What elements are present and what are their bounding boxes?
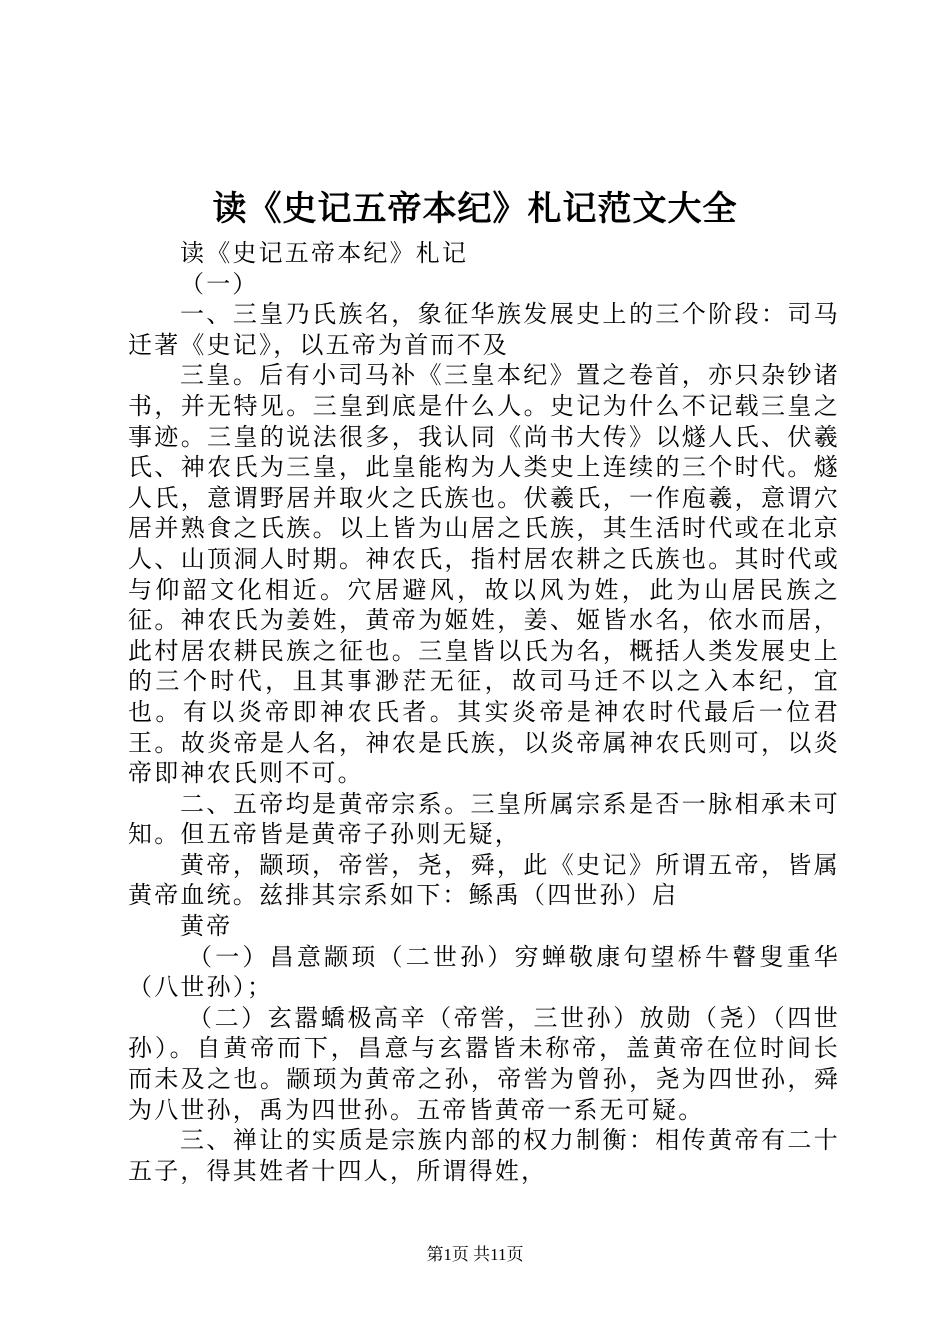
paragraph-point-three: 三、禅让的实质是宗族内部的权力制衡：相传黄帝有二十五子，得其姓者十四人，所谓得姓，	[128, 1126, 840, 1185]
document-title: 读《史记五帝本纪》札记范文大全	[212, 189, 738, 229]
paragraph-section-number: （一）	[180, 269, 259, 298]
paragraph-point-two: 二、五帝均是黄帝宗系。三皇所属宗系是否一脉相承未可知。但五帝皆是黄帝子孙则无疑，	[128, 789, 840, 849]
paragraph-huangdi: 黄帝	[180, 912, 233, 941]
page-footer: 第1页 共11页	[426, 1245, 524, 1264]
paragraph-point-one: 一、三皇乃氏族名，象征华族发展史上的三个阶段：司马迁著《史记》，以五帝为首而不及	[128, 300, 840, 359]
paragraph-lineage-one: （一）昌意颛顼（二世孙）穷蝉敬康句望桥牛瞽叟重华（八世孙）；	[128, 942, 840, 1002]
paragraph-five-emperors: 黄帝，颛顼，帝喾，尧，舜，此《史记》所谓五帝，皆属黄帝血统。兹排其宗系如下：鲧禹（四世孙）启	[128, 850, 840, 910]
document-body	[128, 238, 840, 1186]
paragraph-subtitle: 读《史记五帝本纪》札记	[180, 239, 469, 267]
paragraph-lineage-two: （二）玄嚣蟜极高辛（帝喾，三世孙）放勋（尧）（四世孙）。自黄帝而下，昌意与玄嚣皆未称帝，盖黄帝在位时间长而未及之也。颛顼为黄帝之孙，帝喾为曾孙，尧为四世孙，舜为八世孙，禹为四世孙。五帝皆黄帝一系无可疑。	[128, 1003, 840, 1124]
paragraph-three-sovereigns: 三皇。后有小司马补《三皇本纪》置之卷首，亦只杂钞诸书，并无特见。三皇到底是什么人。史记为什么不记载三皇之事迹。三皇的说法很多，我认同《尚书大传》以燧人氏、伏羲氏、神农氏为三皇，此皇能构为人类史上连续的三个时代。燧人氏，意谓野居并取火之氏族也。伏羲氏，一作庖羲，意谓穴居并熟食之氏族。以上皆为山居之氏族，其生活时代或在北京人、山顶洞人时期。神农氏，指村居农耕之氏族也。其时代或与仰韶文化相近。穴居避风，故以风为姓，此为山居民族之征。神农氏为姜姓，黄帝为姬姓，姜、姬皆水名，依水而居，此村居农耕民族之征也。三皇皆以氏为名，概括人类发展史上的三个时代，且其事渺茫无征，故司马迁不以之入本纪，宜也。有以炎帝即神农氏者。其实炎帝是神农时代最后一位君王。故炎帝是人名，神农是氏族，以炎帝属神农氏则可，以炎帝即神农氏则不可。	[128, 361, 840, 788]
